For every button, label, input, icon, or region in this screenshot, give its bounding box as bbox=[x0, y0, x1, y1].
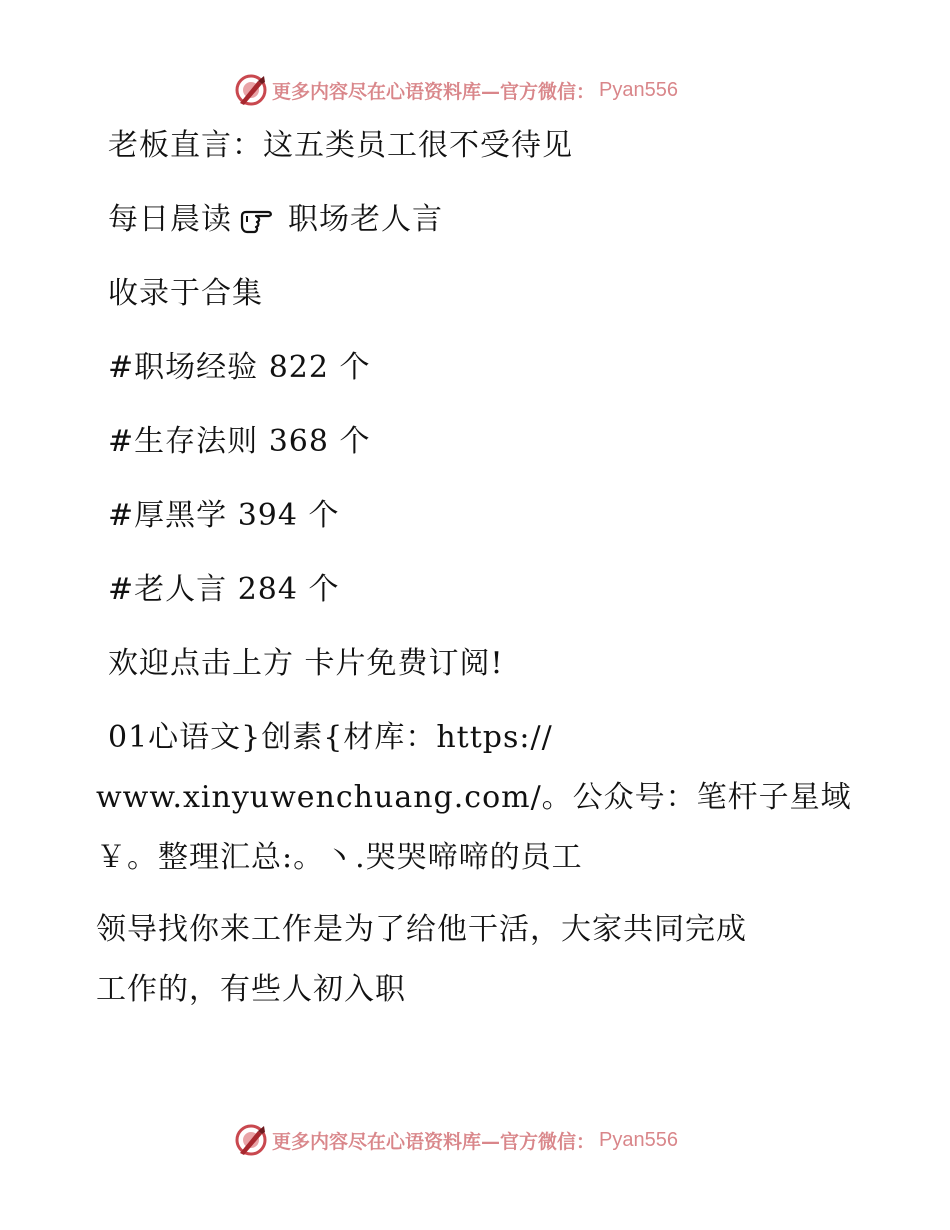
pen-logo-icon bbox=[234, 73, 268, 107]
pointing-hand-icon bbox=[238, 206, 282, 236]
source-line: www.xinyuwenchuang.com/。公众号：笔杆子星域 bbox=[96, 780, 852, 815]
header-banner bbox=[234, 72, 678, 108]
tag-item[interactable] bbox=[108, 422, 370, 462]
banner-wechat-id: Pyan556 bbox=[599, 78, 678, 101]
welcome-text: 欢迎点击上方 卡片免费订阅! bbox=[108, 646, 504, 681]
pen-logo-icon bbox=[234, 1123, 268, 1157]
tag-count: 394 个 bbox=[237, 498, 340, 533]
tag-name: #生存法则 bbox=[108, 424, 259, 459]
source-line: 01心语文}创素{材库：https:// bbox=[108, 720, 553, 755]
column-line bbox=[108, 200, 443, 240]
body-paragraph-line: 领导找你来工作是为了给他干活，大家共同完成 bbox=[96, 912, 747, 947]
column-prefix: 每日晨读 bbox=[108, 202, 232, 237]
tag-item[interactable] bbox=[108, 496, 339, 536]
tag-count: 822 个 bbox=[268, 350, 371, 385]
footer-banner bbox=[234, 1122, 678, 1158]
tag-item[interactable] bbox=[108, 348, 370, 388]
tag-count: 368 个 bbox=[268, 424, 371, 459]
source-line: ￥。整理汇总:。丶.哭哭啼啼的员工 bbox=[96, 840, 583, 875]
banner-text: 更多内容尽在心语资料库—官方微信： bbox=[272, 1130, 596, 1153]
tag-count: 284 个 bbox=[237, 572, 340, 607]
body-paragraph-line: 工作的，有些人初入职 bbox=[96, 972, 406, 1007]
tag-item[interactable] bbox=[108, 570, 339, 610]
collected-in-label: 收录于合集 bbox=[108, 276, 263, 311]
tag-name: #职场经验 bbox=[108, 350, 259, 385]
column-name: 职场老人言 bbox=[288, 202, 443, 237]
tag-name: #厚黑学 bbox=[108, 498, 228, 533]
banner-wechat-id: Pyan556 bbox=[599, 1128, 678, 1151]
tag-name: #老人言 bbox=[108, 572, 228, 607]
article-title: 老板直言：这五类员工很不受待见 bbox=[108, 128, 573, 163]
banner-text: 更多内容尽在心语资料库—官方微信： bbox=[272, 80, 596, 103]
